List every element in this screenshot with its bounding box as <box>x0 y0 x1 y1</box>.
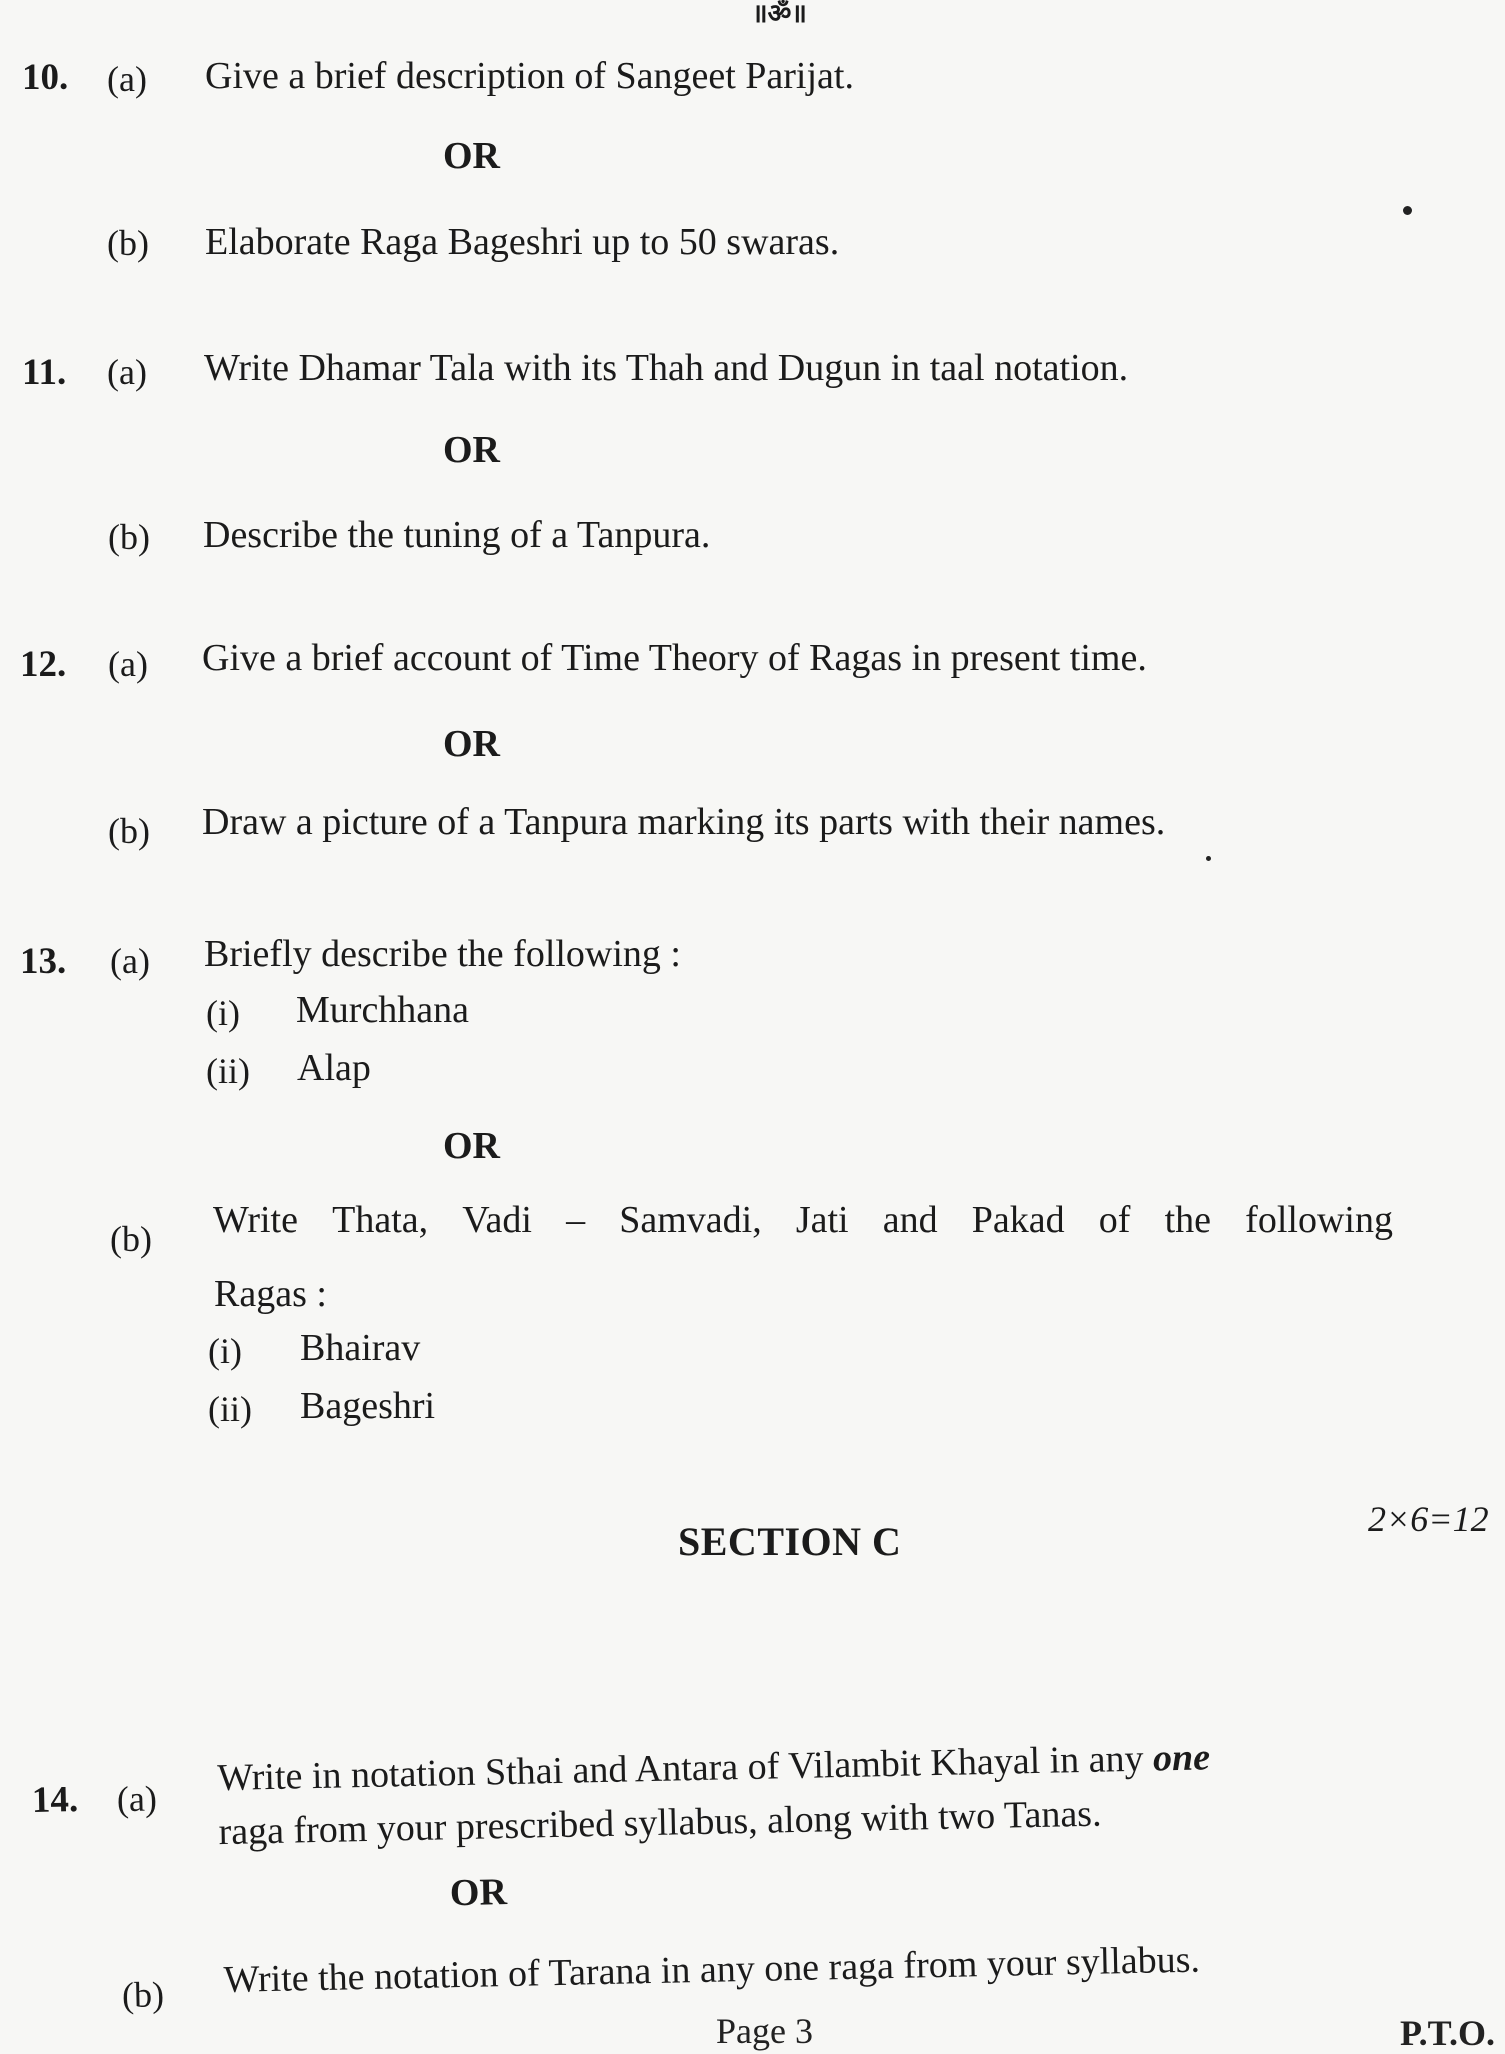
question-number: 13. <box>20 941 67 982</box>
question-text: Give a brief description of Sangeet Parijat. <box>205 55 854 97</box>
question-part-label: (b) <box>121 1974 165 2016</box>
question-number: 12. <box>20 644 67 685</box>
sub-item-label: (i) <box>206 993 240 1033</box>
question-text: Give a brief account of Time Theory of Ragas in present time. <box>202 637 1147 679</box>
question-text-part: Write in notation Sthai and Antara of Vilambit Khayal in any <box>216 1737 1154 1800</box>
question-number: 14. <box>31 1779 79 1821</box>
question-part-label: (a) <box>107 59 147 99</box>
word: and <box>882 1199 938 1241</box>
question-text: Ragas : <box>214 1273 327 1315</box>
question-part-label: (a) <box>116 1778 158 1820</box>
emphasis-text: one <box>1152 1736 1211 1780</box>
word: of <box>1098 1199 1131 1241</box>
word: Samvadi, <box>619 1199 762 1241</box>
word: Thata, <box>332 1199 429 1241</box>
question-part-label: (b) <box>108 517 150 557</box>
word: Vadi <box>462 1199 532 1241</box>
question-text: Write Dhamar Tala with its Thah and Dugun in taal notation. <box>204 347 1129 389</box>
or-separator: OR <box>443 135 500 177</box>
print-speck <box>1403 206 1412 215</box>
section-heading: SECTION C <box>678 1519 902 1564</box>
question-part-label: (b) <box>108 811 150 851</box>
question-text: Briefly describe the following : <box>204 933 681 975</box>
question-text: raga from your prescribed syllabus, along with two Tanas. <box>218 1792 1102 1854</box>
section-marks: 2×6=12 <box>1368 1499 1489 1539</box>
page-number: Page 3 <box>716 2011 813 2051</box>
question-text: Elaborate Raga Bageshri up to 50 swaras. <box>205 221 840 263</box>
word: following <box>1245 1199 1393 1241</box>
pto-note: P.T.O. <box>1400 2013 1496 2053</box>
question-part-label: (a) <box>110 941 150 981</box>
or-separator: OR <box>449 1871 508 1915</box>
question-text: Draw a picture of a Tanpura marking its parts with their names. <box>202 801 1166 843</box>
question-number: 10. <box>22 57 69 98</box>
word: Jati <box>795 1199 849 1241</box>
question-number: 11. <box>22 352 67 393</box>
print-speck <box>1206 856 1211 861</box>
or-separator: OR <box>443 429 500 471</box>
question-part-label: (b) <box>107 223 149 263</box>
sub-item-text: Bageshri <box>300 1385 436 1427</box>
question-text-justified <box>213 1198 1393 1242</box>
page-header-mark: ॥ॐ॥ <box>752 0 807 28</box>
word: the <box>1164 1199 1212 1241</box>
sub-item-label: (ii) <box>206 1051 250 1091</box>
sub-item-text: Alap <box>297 1047 371 1089</box>
or-separator: OR <box>443 723 500 765</box>
or-separator: OR <box>443 1125 500 1167</box>
sub-item-label: (i) <box>208 1331 242 1371</box>
word: Pakad <box>971 1199 1065 1241</box>
question-part-label: (a) <box>107 352 147 392</box>
question-text <box>217 1735 1211 1800</box>
question-part-label: (a) <box>108 644 148 684</box>
sub-item-text: Murchhana <box>296 989 470 1031</box>
sub-item-label: (ii) <box>208 1389 252 1429</box>
question-part-label: (b) <box>110 1219 152 1259</box>
word: Write <box>213 1199 298 1241</box>
word: – <box>566 1199 586 1241</box>
question-text: Describe the tuning of a Tanpura. <box>203 514 711 556</box>
question-text: Write the notation of Tarana in any one raga from your syllabus. <box>223 1938 1201 2002</box>
sub-item-text: Bhairav <box>300 1327 421 1369</box>
